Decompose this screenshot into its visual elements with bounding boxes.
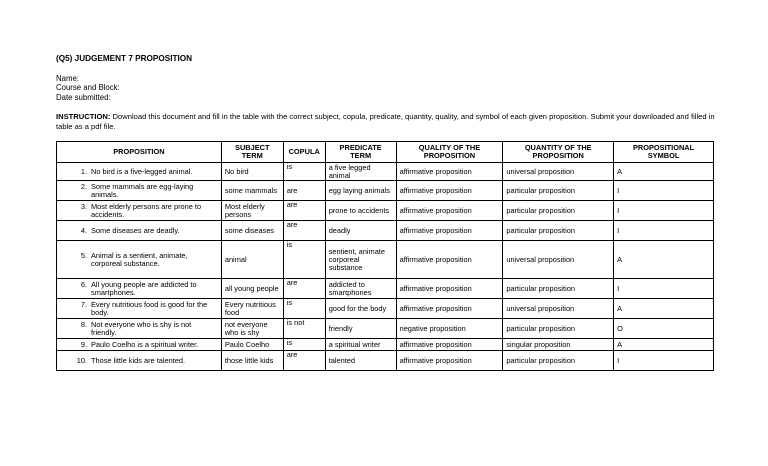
- table-row: [57, 339, 714, 351]
- cell-subject-term: not everyone who is shy: [221, 319, 283, 339]
- proposition-text: All young people are addicted to smartphones.: [91, 279, 197, 297]
- header-quantity: QUANTITY OF THE PROPOSITION: [503, 142, 614, 163]
- instruction-paragraph: [56, 112, 716, 132]
- instruction-label: INSTRUCTION:: [56, 112, 111, 122]
- cell-subject-term: those little kids: [221, 351, 283, 371]
- cell-quantity: particular proposition: [503, 201, 614, 221]
- student-info-fields: [56, 74, 716, 102]
- table-row: [57, 221, 714, 241]
- cell-subject-term: animal: [221, 241, 283, 279]
- cell-copula: are: [283, 201, 325, 221]
- cell-quantity: particular proposition: [503, 351, 614, 371]
- cell-proposition: [57, 201, 222, 221]
- date-submitted-field-label: Date submitted:: [56, 92, 111, 102]
- cell-copula: is: [283, 241, 325, 279]
- proposition-text: No bird is a five-legged animal.: [91, 166, 193, 176]
- proposition-text: Not everyone who is shy is not friendly.: [91, 319, 192, 337]
- proposition-text: Animal is a sentient, animate, corporeal substance.: [91, 250, 188, 268]
- cell-copula: are: [283, 351, 325, 371]
- proposition-text: Those little kids are talented.: [91, 355, 186, 365]
- cell-symbol: A: [614, 241, 714, 279]
- table-row: [57, 299, 714, 319]
- cell-subject-term: Most elderly persons: [221, 201, 283, 221]
- cell-symbol: I: [614, 181, 714, 201]
- cell-copula: is: [283, 299, 325, 319]
- proposition-text: Most elderly persons are prone to accidents.: [91, 201, 202, 219]
- header-quality: QUALITY OF THE PROPOSITION: [396, 142, 503, 163]
- cell-quality: affirmative proposition: [396, 221, 503, 241]
- cell-quantity: singular proposition: [503, 339, 614, 351]
- proposition-number: 1.: [80, 166, 87, 176]
- cell-proposition: [57, 163, 222, 181]
- cell-copula: is not: [283, 319, 325, 339]
- proposition-number: 2.: [80, 181, 87, 191]
- cell-quality: affirmative proposition: [396, 201, 503, 221]
- cell-subject-term: some mammals: [221, 181, 283, 201]
- cell-proposition: [57, 279, 222, 299]
- cell-proposition: [57, 241, 222, 279]
- cell-quantity: universal proposition: [503, 163, 614, 181]
- proposition-number: 4.: [80, 225, 87, 235]
- cell-predicate-term: a spiritual writer: [325, 339, 396, 351]
- document-page: [56, 54, 716, 365]
- cell-copula: is: [283, 163, 325, 181]
- document-title: (Q5) JUDGEMENT 7 PROPOSITION: [56, 54, 193, 63]
- header-symbol: PROPOSITIONAL SYMBOL: [614, 142, 714, 163]
- proposition-number: 9.: [80, 339, 87, 349]
- cell-subject-term: Every nutritious food: [221, 299, 283, 319]
- header-copula: COPULA: [283, 142, 325, 163]
- header-proposition: PROPOSITION: [57, 142, 222, 163]
- cell-symbol: I: [614, 221, 714, 241]
- cell-quality: affirmative proposition: [396, 181, 503, 201]
- cell-quality: affirmative proposition: [396, 351, 503, 371]
- cell-copula: are: [283, 181, 325, 201]
- table-body: [57, 163, 714, 371]
- table-row: [57, 319, 714, 339]
- cell-proposition: [57, 181, 222, 201]
- cell-copula: are: [283, 279, 325, 299]
- cell-symbol: I: [614, 351, 714, 371]
- cell-symbol: A: [614, 299, 714, 319]
- table-header-row: [57, 142, 714, 163]
- proposition-number: 10.: [76, 355, 87, 365]
- cell-quantity: particular proposition: [503, 181, 614, 201]
- proposition-text: Some diseases are deadly.: [91, 225, 180, 235]
- cell-quality: affirmative proposition: [396, 279, 503, 299]
- cell-quantity: particular proposition: [503, 279, 614, 299]
- cell-subject-term: some diseases: [221, 221, 283, 241]
- course-block-field-label: Course and Block:: [56, 83, 120, 93]
- cell-quantity: particular proposition: [503, 221, 614, 241]
- cell-predicate-term: egg laying animals: [325, 181, 396, 201]
- table-row: [57, 241, 714, 279]
- proposition-text: Some mammals are egg-laying animals.: [91, 181, 194, 199]
- cell-predicate-term: prone to accidents: [325, 201, 396, 221]
- cell-quantity: universal proposition: [503, 241, 614, 279]
- cell-predicate-term: sentient, animate corporeal substance: [325, 241, 396, 279]
- cell-symbol: I: [614, 279, 714, 299]
- cell-quality: affirmative proposition: [396, 163, 503, 181]
- name-field-label: Name:: [56, 74, 79, 83]
- proposition-number: 3.: [80, 201, 87, 211]
- cell-copula: are: [283, 221, 325, 241]
- header-subject-term: SUBJECT TERM: [221, 142, 283, 163]
- cell-predicate-term: addicted to smartphones: [325, 279, 396, 299]
- cell-symbol: I: [614, 201, 714, 221]
- cell-predicate-term: a five legged animal: [325, 163, 396, 181]
- cell-proposition: [57, 351, 222, 371]
- proposition-number: 7.: [80, 299, 87, 309]
- cell-quality: affirmative proposition: [396, 339, 503, 351]
- table-row: [57, 201, 714, 221]
- cell-predicate-term: deadly: [325, 221, 396, 241]
- table-row: [57, 279, 714, 299]
- cell-proposition: [57, 319, 222, 339]
- cell-symbol: A: [614, 339, 714, 351]
- cell-quality: negative proposition: [396, 319, 503, 339]
- cell-subject-term: Paulo Coelho: [221, 339, 283, 351]
- table-row: [57, 351, 714, 371]
- proposition-number: 6.: [80, 279, 87, 289]
- proposition-text: Paulo Coelho is a spiritual writer.: [91, 339, 199, 349]
- proposition-table: [56, 141, 714, 371]
- cell-quality: affirmative proposition: [396, 299, 503, 319]
- proposition-number: 5.: [80, 250, 87, 260]
- table-row: [57, 181, 714, 201]
- cell-predicate-term: friendly: [325, 319, 396, 339]
- cell-quantity: universal proposition: [503, 299, 614, 319]
- cell-quantity: particular proposition: [503, 319, 614, 339]
- cell-subject-term: all young people: [221, 279, 283, 299]
- cell-proposition: [57, 299, 222, 319]
- cell-symbol: O: [614, 319, 714, 339]
- cell-symbol: A: [614, 163, 714, 181]
- cell-quality: affirmative proposition: [396, 241, 503, 279]
- cell-predicate-term: good for the body: [325, 299, 396, 319]
- cell-copula: is: [283, 339, 325, 351]
- cell-proposition: [57, 221, 222, 241]
- header-predicate-term: PREDICATE TERM: [325, 142, 396, 163]
- cell-predicate-term: talented: [325, 351, 396, 371]
- table-row: [57, 163, 714, 181]
- proposition-number: 8.: [80, 319, 87, 329]
- instruction-text: Download this document and fill in the table with the correct subject, copula, predicate, quantity, quality, and symbol of each given proposition. Submit your downloaded and filled in table as a pdf file.: [56, 112, 715, 132]
- cell-subject-term: No bird: [221, 163, 283, 181]
- cell-proposition: [57, 339, 222, 351]
- proposition-text: Every nutritious food is good for the body.: [91, 299, 208, 317]
